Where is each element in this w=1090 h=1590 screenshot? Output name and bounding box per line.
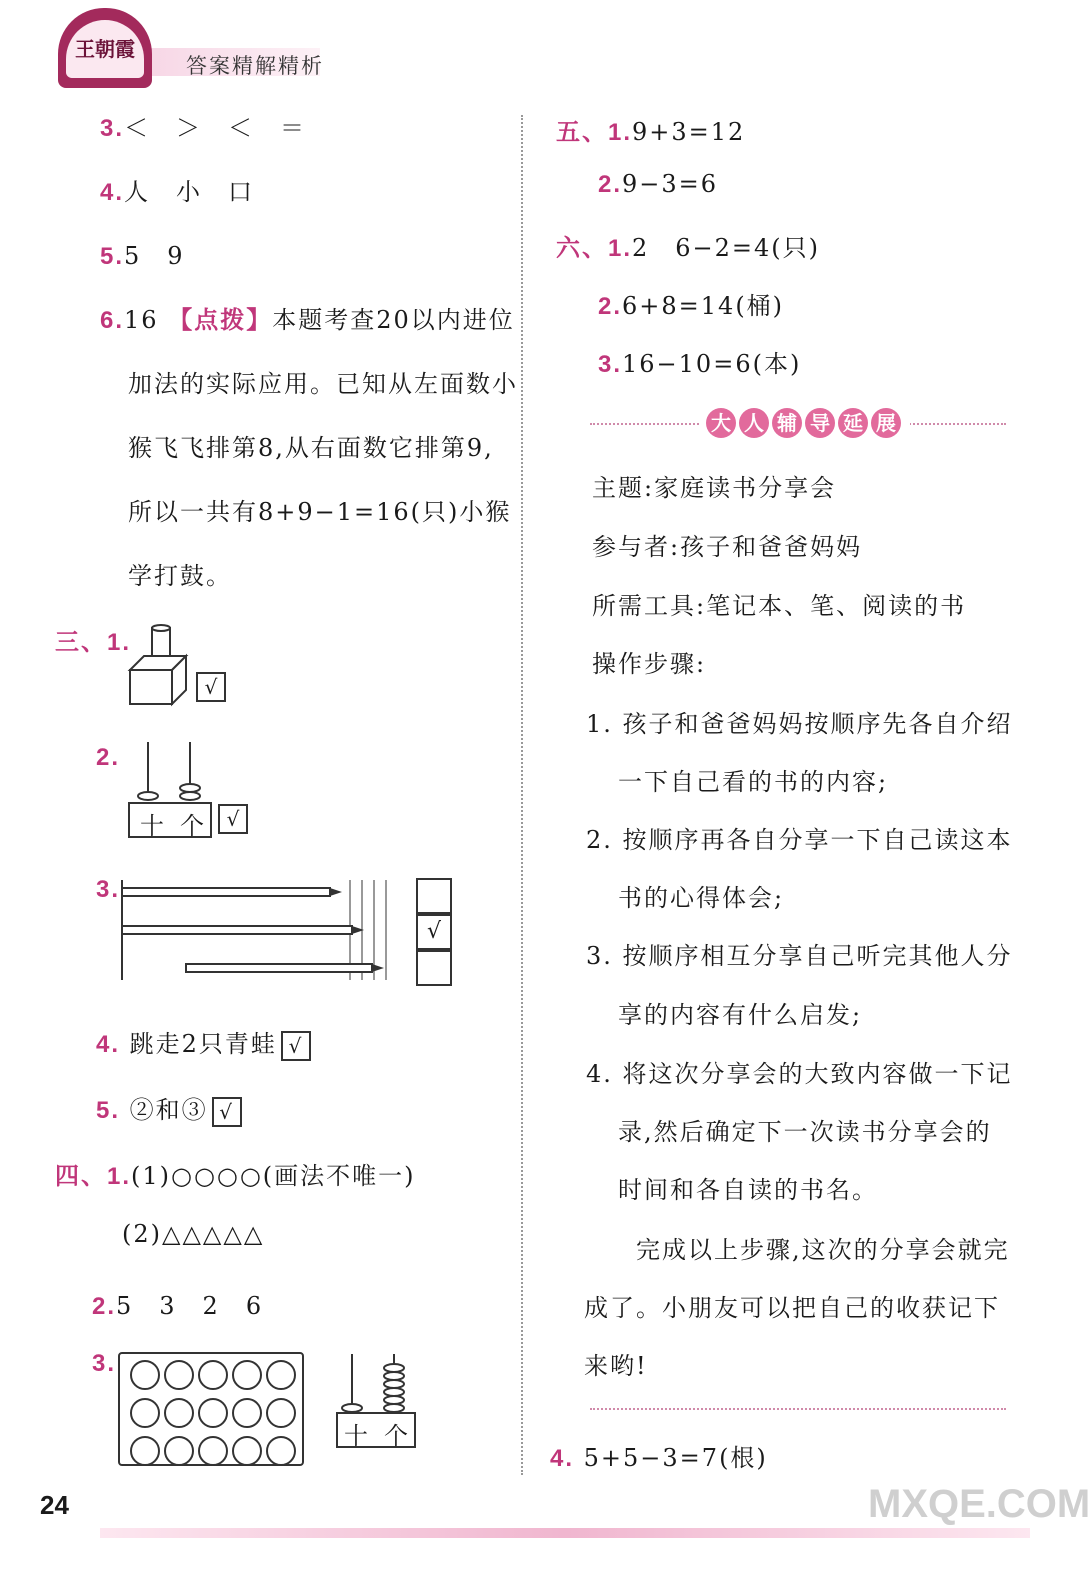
extension-char: 延	[838, 408, 868, 438]
section-3-label: 三、1.	[55, 629, 132, 656]
section-6-q3: 3.16−10=6(本)	[598, 350, 802, 378]
circle	[198, 1436, 228, 1466]
sec3-q5: 5. ②和③ √	[96, 1090, 242, 1127]
sec3-q2-num: 2.	[96, 744, 121, 771]
ext-steps-title: 操作步骤:	[592, 650, 707, 678]
publisher-logo	[58, 8, 152, 88]
extension-bottom-rule	[590, 1408, 1006, 1410]
pencil-answer-box-1	[416, 878, 452, 914]
abacus-2-ones-label: 个	[384, 1422, 410, 1450]
answer-6-line4: 所以一共有8+9−1=16(只)小猴	[128, 498, 512, 526]
abacus-2-base	[336, 1412, 416, 1448]
pencil-answer-box-3	[416, 950, 452, 986]
ext-step3-a: 3. 按顺序相互分享自己听完其他人分	[586, 942, 1013, 970]
ext-tools: 所需工具:笔记本、笔、阅读的书	[592, 592, 967, 620]
ext-step3-b: 享的内容有什么启发;	[618, 1001, 863, 1029]
ext-step2-a: 2. 按顺序再各自分享一下自己读这本	[586, 826, 1013, 854]
extension-char: 辅	[772, 408, 802, 438]
ext-ending-3: 来哟!	[584, 1352, 648, 1380]
section-5-q1: 五、1.9+3=12	[556, 118, 746, 146]
ext-step4-a: 4. 将这次分享会的大致内容做一下记	[586, 1060, 1013, 1088]
section-6-q2: 2.6+8=14(桶)	[598, 292, 785, 320]
header-title: 答案精解精析	[186, 54, 324, 78]
ext-step4-c: 时间和各自读的书名。	[618, 1176, 878, 1204]
answer-6-line3: 猴飞飞排第8,从右面数它排第9,	[128, 434, 494, 462]
circle	[198, 1360, 228, 1390]
section-5-q2: 2.9−3=6	[598, 170, 719, 198]
circle	[130, 1360, 160, 1390]
logo-text: 王朝霞	[66, 20, 144, 78]
pencils-figure	[118, 876, 398, 986]
abacus-base	[128, 802, 212, 838]
page-number: 24	[40, 1490, 69, 1520]
section-4-q3-num: 3.	[92, 1350, 117, 1377]
section-4-q2: 2.5 3 2 6	[92, 1292, 264, 1320]
circle	[266, 1360, 296, 1390]
circle	[164, 1360, 194, 1390]
ext-theme: 主题:家庭读书分享会	[592, 474, 837, 502]
abacus-2-rods	[336, 1352, 416, 1414]
sec3-q2-check: √	[214, 804, 248, 834]
circle	[266, 1398, 296, 1428]
answer-6-line2: 加法的实际应用。已知从左面数小	[128, 370, 518, 398]
extension-char: 展	[871, 408, 901, 438]
footer-band	[100, 1528, 1030, 1538]
section-answer-4: 4. 5+5−3=7(根)	[550, 1444, 768, 1472]
ext-step1-a: 1. 孩子和爸爸妈妈按顺序先各自介绍	[586, 710, 1013, 738]
cube-cylinder-figure	[128, 620, 192, 710]
extension-char: 人	[739, 408, 769, 438]
circle	[232, 1398, 262, 1428]
sec3-q4: 4. 跳走2只青蛙 √	[96, 1024, 311, 1061]
section-4-line2: (2)△△△△△	[122, 1220, 265, 1248]
section-6-q1: 六、1.2 6−2=4(只)	[556, 234, 821, 262]
abacus-2-tens-label: 十	[344, 1422, 370, 1450]
ext-step2-b: 书的心得体会;	[618, 884, 785, 912]
ext-step4-b: 录,然后确定下一次读书分享会的	[618, 1118, 992, 1146]
abacus-tens-label: 十	[140, 812, 166, 840]
extension-char: 大	[706, 408, 736, 438]
sec3-q3-num: 3.	[96, 876, 121, 903]
answer-6: 6.16 【点拨】本题考查20以内进位	[100, 305, 515, 334]
ext-ending-2: 成了。小朋友可以把自己的收获记下	[584, 1294, 1000, 1322]
watermark: MXQE.COM	[868, 1482, 1090, 1526]
sec3-q1-check: √	[192, 672, 226, 702]
pencil-answer-box-2: √	[416, 914, 452, 950]
circle	[164, 1436, 194, 1466]
circle	[130, 1398, 160, 1428]
circle	[130, 1436, 160, 1466]
extension-header	[700, 408, 910, 438]
hint-tag: 【点拨】	[168, 305, 273, 334]
circle	[266, 1436, 296, 1466]
column-divider	[521, 115, 523, 1475]
circles-grid	[118, 1352, 304, 1466]
answer-3: 3.＜ ＞ ＜ ＝	[100, 114, 307, 142]
answer-4: 4.人 小 口	[100, 178, 255, 206]
ext-participants: 参与者:孩子和爸爸妈妈	[592, 533, 863, 561]
extension-char: 导	[805, 408, 835, 438]
ext-step1-b: 一下自己看的书的内容;	[618, 768, 889, 796]
circle	[232, 1436, 262, 1466]
answer-6-line5: 学打鼓。	[128, 562, 232, 590]
circle	[232, 1360, 262, 1390]
answer-5: 5.5 9	[100, 242, 185, 270]
circle	[198, 1398, 228, 1428]
circle	[164, 1398, 194, 1428]
ext-ending-1: 完成以上步骤,这次的分享会就完	[636, 1236, 1010, 1264]
abacus-rods	[128, 740, 212, 800]
abacus-ones-label: 个	[180, 812, 206, 840]
section-4-line1: 四、1.(1)○○○○(画法不唯一)	[55, 1162, 416, 1190]
